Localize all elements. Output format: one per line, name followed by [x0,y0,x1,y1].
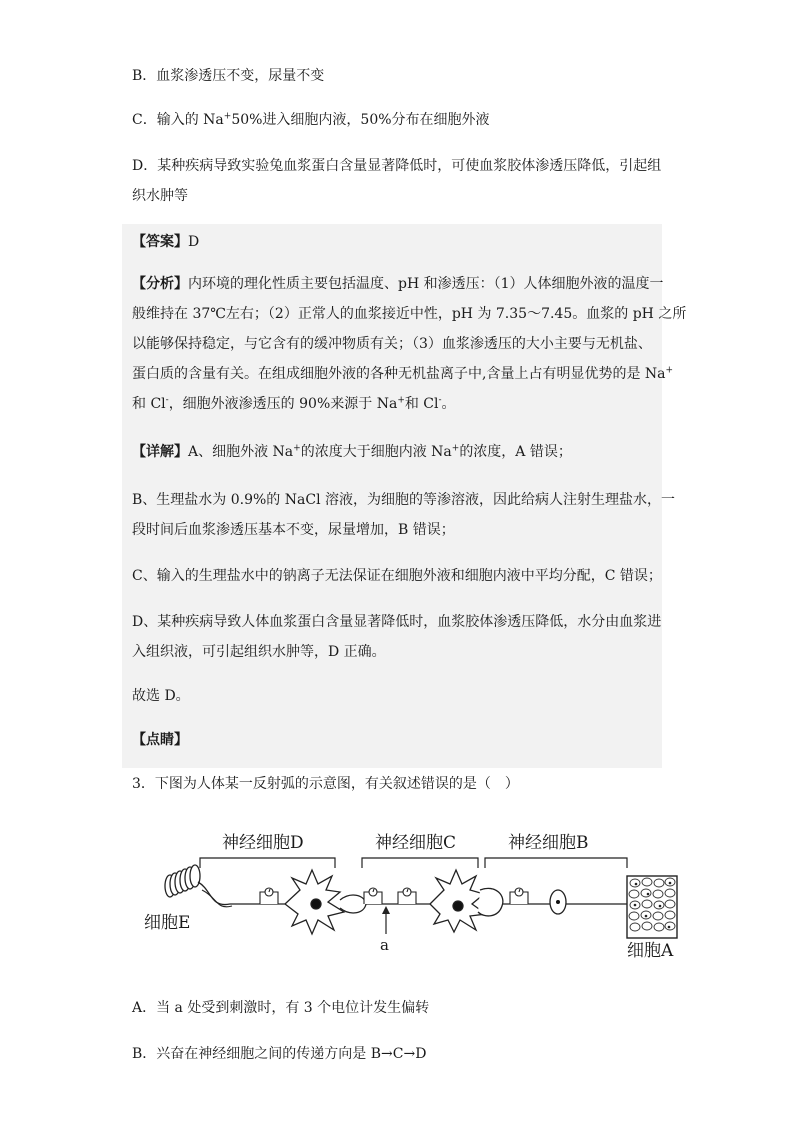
answer-analysis-box [122,224,687,768]
label-cell-a: 细胞A [627,941,674,961]
sup-minus: - [438,395,442,406]
detail-line-c: C、输入的生理盐水中的钠离子无法保证在细胞外液和细胞内液中平均分配，C 错误； [132,568,662,584]
option-c-pre: C．输入的 Na [132,112,224,128]
neuron-body-b [550,890,566,914]
detail-line-d1: D、某种疾病导致人体血浆蛋白含量显著降低时，血浆胶体渗透压降低，水分由血浆进 [132,614,662,630]
label-neuron-c: 神经细胞C [375,833,457,853]
analysis-text-4: 蛋白质的含量有关。在组成细胞外液的各种无机盐离子中,含量上占有明显优势的是 Na [132,366,666,382]
question3-option-a: A．当 a 处受到刺激时，有 3 个电位计发生偏转 [132,1000,430,1016]
label-point-a: a [380,936,389,954]
galvanometer-4 [510,888,528,904]
answer-line [132,232,199,252]
detail-label: 【详解】 [132,444,188,460]
effector-cell-a [627,876,677,938]
option-c [132,110,490,130]
analysis-label: 【分析】 [132,276,188,292]
option-c-post: 50%进入细胞内液，50%分布在细胞外液 [231,112,490,128]
option-d-line1: D．某种疾病导致实验兔血浆蛋白含量显著降低时，可使血浆胶体渗透压降低，引起组 [132,158,662,174]
analysis-text-5d: 。 [441,396,456,412]
sup-plus: + [451,443,460,454]
label-neuron-d: 神经细胞D [222,833,304,853]
sup-minus: - [165,395,169,406]
detail-a-post: 的浓度，A 错误； [459,444,572,460]
reflex-arc-diagram [140,820,685,970]
detail-line-a [132,442,572,462]
detail-line-b1: B、生理盐水为 0.9%的 NaCl 溶液，为细胞的等渗溶液，因此给病人注射生理盐水，一 [132,492,675,508]
galvanometer-1 [260,888,278,904]
analysis-line4 [132,364,673,384]
stimulus-arrow [382,906,390,934]
analysis-line2: 般维持在 37℃左右；（2）正常人的血浆接近中性，pH 为 7.35～7.45。血浆的 pH 之所 [132,306,687,322]
synapse-knob-1 [340,895,366,913]
galvanometer-3 [398,888,416,904]
detail-line-d2: 入组织液，可引起组织水肿等，D 正确。 [132,644,386,660]
receptor-coil [165,865,200,897]
analysis-text-1: 内环境的理化性质主要包括温度、pH 和渗透压：（1）人体细胞外液的温度一 [188,276,664,292]
conclusion: 故选 D。 [132,688,190,704]
label-cell-e: 细胞E [144,913,191,933]
question3-option-b: B．兴奋在神经细胞之间的传递方向是 B→C→D [132,1046,427,1062]
galvanometer-2 [364,888,382,904]
bracket-neuron-d [200,858,335,868]
sup-plus: + [397,395,405,406]
answer-value: D [188,234,200,250]
question3-stem: 3．下图为人体某一反射弧的示意图，有关叙述错误的是（ ） [132,776,519,792]
bracket-neuron-b [485,858,627,868]
neuron-body-c [430,870,486,932]
label-neuron-b: 神经细胞B [508,833,589,853]
option-d-line2: 织水肿等 [132,188,188,204]
neuron-body-d [285,870,344,934]
analysis-text-5c: 和 Cl [404,396,439,412]
option-b: B．血浆渗透压不变，尿量不变 [132,68,325,84]
synapse-knob-2 [478,888,503,916]
answer-label: 【答案】 [132,234,188,250]
bracket-neuron-c [362,858,478,868]
analysis-line1 [132,274,664,294]
detail-a-mid: 的浓度大于细胞内液 Na [300,444,452,460]
analysis-text-5a: 和 Cl [132,396,166,412]
analysis-text-5b: ，细胞外液渗透压的 90%来源于 Na [168,396,398,412]
detail-a-pre: A、细胞外液 Na [188,444,294,460]
sup-plus: + [293,443,301,454]
detail-line-b2: 段时间后血浆渗透压基本不变，尿量增加，B 错误； [132,522,455,538]
sup-plus: + [665,365,674,376]
analysis-line5 [132,394,456,414]
sup-plus: + [223,111,232,122]
note-label: 【点睛】 [132,732,188,748]
analysis-line3: 以能够保持稳定，与它含有的缓冲物质有关；（3）血浆渗透压的大小主要与无机盐、 [132,336,652,352]
